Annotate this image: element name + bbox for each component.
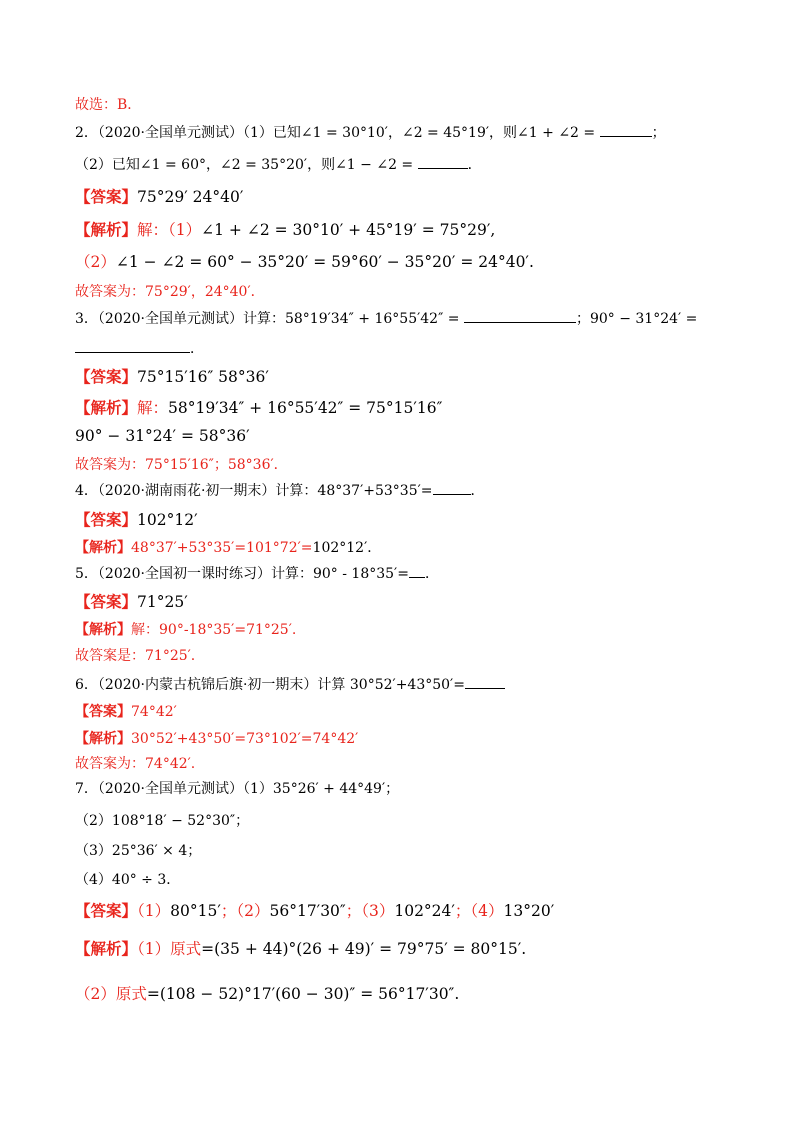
section-tag: 【答案】 — [75, 367, 138, 386]
text-segment: 75°29′ — [145, 284, 191, 300]
text-segment: =(35 + 44)°(26 + 49)′ = 79°75′ = 80°15′. — [201, 940, 527, 958]
section-tag: 【答案】 — [75, 704, 131, 720]
text-line-l15 — [75, 509, 740, 531]
text-line-l24 — [75, 753, 740, 775]
text-segment: （2）108°18′ − 52°30″； — [75, 813, 250, 829]
answer-blank — [600, 122, 652, 137]
section-tag: 【答案】 — [75, 901, 138, 920]
text-segment: ． — [190, 341, 204, 357]
answer-blank — [465, 674, 505, 689]
text-line-l03 — [75, 154, 740, 176]
text-line-l02 — [75, 122, 740, 144]
text-segment: 80°15′ — [170, 902, 221, 920]
text-segment: ； — [213, 457, 228, 473]
text-segment: 3．（2020·全国单元测试）计算：58°19′34″ + 16°55′42″ = — [75, 311, 464, 327]
text-segment: 24°40′ — [204, 284, 251, 300]
text-segment: 48°37′+53°35′=101°72′= — [131, 540, 313, 556]
text-segment: 30°52′+43°50′=73°102′=74°42′ — [131, 731, 359, 747]
text-segment: 90° − 31°24′ = 58°36′ — [75, 427, 250, 445]
text-line-l21 — [75, 674, 740, 696]
text-segment: ． — [424, 566, 439, 582]
section-tag: 【解析】 — [75, 220, 138, 239]
text-line-l06 — [75, 251, 740, 273]
text-line-l19 — [75, 619, 740, 641]
text-segment: ， — [190, 284, 205, 300]
text-segment: 解：90°-18°35′=71°25′. — [131, 622, 297, 638]
text-segment: 4．（2020·湖南雨花·初一期末）计算：48°37′+53°35′= — [75, 483, 433, 499]
text-line-l10 — [75, 366, 740, 388]
text-segment: 6．（2020·内蒙古杭锦后旗·初一期末）计算 30°52′+43°50′= — [75, 677, 465, 693]
text-segment: =(108 − 52)°17′(60 − 30)″ = 56°17′30″. — [146, 985, 460, 1003]
text-line-l20 — [75, 645, 740, 667]
text-segment: 故选：B． — [75, 97, 142, 113]
text-segment: 故答案为： — [75, 284, 145, 300]
text-segment: 故答案为： — [75, 457, 145, 473]
text-line-l27 — [75, 840, 740, 862]
text-line-l25 — [75, 778, 740, 800]
text-segment: ； — [651, 125, 666, 141]
section-tag: 【解析】 — [75, 398, 138, 417]
text-segment: （1） — [137, 902, 171, 920]
answer-blank — [433, 480, 471, 495]
text-segment: 解： — [137, 399, 169, 417]
text-segment: ；（2） — [220, 902, 270, 920]
text-line-l13 — [75, 454, 740, 476]
text-line-l29 — [75, 900, 740, 922]
text-segment: ；90° − 31°24′ = — [575, 311, 698, 327]
text-segment: 75°29′ 24°40′ — [137, 188, 244, 206]
text-segment: 2．（2020·全国单元测试）（1）已知∠1 = 30°10′，∠2 = 45°19′，则∠1 + ∠2 = — [75, 125, 600, 141]
text-line-l30 — [75, 938, 740, 960]
text-segment: （2） — [75, 253, 116, 271]
text-line-l26 — [75, 810, 740, 832]
text-segment: （3）25°36′ × 4； — [75, 843, 202, 859]
section-tag: 【答案】 — [75, 510, 138, 529]
text-segment: 5．（2020·全国初一课时练习）计算：90° - 18°35′= — [75, 566, 409, 582]
section-tag: 【解析】 — [75, 939, 138, 958]
text-line-l12 — [75, 425, 740, 447]
text-line-l28 — [75, 869, 740, 891]
text-line-l22 — [75, 701, 740, 723]
text-line-l07 — [75, 281, 740, 303]
text-segment: ． — [250, 284, 265, 300]
answer-blank — [464, 308, 576, 323]
text-segment: 故答案为：74°42′. — [75, 756, 196, 772]
text-segment: ∠1 − ∠2 = 60° − 35°20′ = 59°60′ − 35°20′ = 24°40′. — [115, 253, 534, 271]
answer-blank — [75, 338, 190, 353]
text-line-l18 — [75, 591, 740, 613]
text-line-l11 — [75, 397, 740, 419]
section-tag: 【解析】 — [75, 731, 131, 747]
text-segment: 102°24′ — [394, 902, 455, 920]
text-segment: ；（4） — [454, 902, 504, 920]
text-line-l31 — [75, 983, 740, 1005]
text-segment: （2）已知∠1 = 60°，∠2 = 35°20′，则∠1 − ∠2 = — [75, 157, 418, 173]
text-segment: ． — [470, 483, 485, 499]
text-segment: ；（3） — [345, 902, 395, 920]
text-line-l08 — [75, 308, 740, 330]
section-tag: 【解析】 — [75, 540, 131, 556]
text-segment: 58°36′ — [227, 457, 274, 473]
text-segment: （1）原式 — [137, 940, 202, 958]
text-line-l01 — [75, 94, 740, 116]
text-segment: （2）原式 — [75, 985, 147, 1003]
text-segment: ． — [273, 457, 288, 473]
text-segment: ∠1 + ∠2 = 30°10′ + 45°19′ = 75°29′, — [201, 221, 496, 239]
text-segment: 102°12′ — [137, 511, 198, 529]
section-tag: 【答案】 — [75, 187, 138, 206]
text-segment: 74°42′ — [131, 704, 177, 720]
answer-blank — [418, 154, 468, 169]
text-segment: 71°25′ — [137, 593, 188, 611]
text-segment: 58°19′34″ + 16°55′42″ = 75°15′16″ — [168, 399, 443, 417]
text-segment: 解：（1） — [137, 221, 202, 239]
text-line-l23 — [75, 728, 740, 750]
text-segment: （4）40° ÷ 3． — [75, 872, 181, 888]
text-segment: 75°15′16″ — [145, 457, 214, 473]
text-segment: 7．（2020·全国单元测试）（1）35°26′ + 44°49′； — [75, 781, 400, 797]
text-segment: 75°15′16″ 58°36′ — [137, 368, 269, 386]
text-line-l17 — [75, 563, 740, 585]
section-tag: 【解析】 — [75, 622, 131, 638]
text-line-l05 — [75, 219, 740, 241]
answer-blank — [409, 563, 425, 578]
text-segment: 56°17′30″ — [269, 902, 346, 920]
text-segment: ． — [467, 157, 482, 173]
text-line-l09 — [75, 338, 740, 360]
text-segment: 102°12′ — [312, 540, 368, 556]
text-segment: 故答案是：71°25′. — [75, 648, 196, 664]
text-line-l14 — [75, 480, 740, 502]
text-line-l16 — [75, 537, 740, 559]
section-tag: 【答案】 — [75, 592, 138, 611]
text-line-l04 — [75, 186, 740, 208]
text-segment: ． — [367, 540, 382, 556]
text-segment: 13°20′ — [503, 902, 555, 920]
